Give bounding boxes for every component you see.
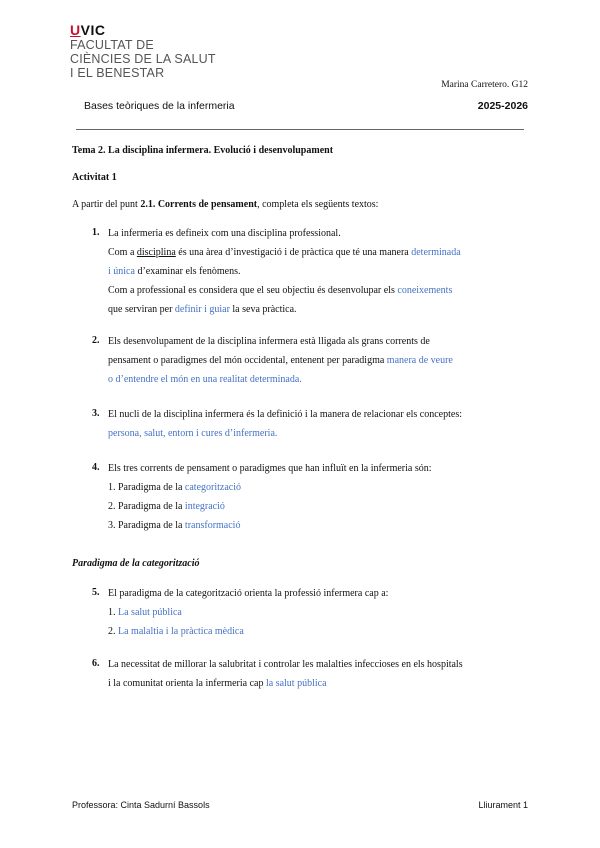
course-title: Bases teòriques de la infermeria [84,100,235,112]
faculty-line-2: CIÈNCIES DE LA SALUT [70,52,216,66]
uvic-logo: UVIC [70,22,106,38]
q2-block: Els desenvolupament de la disciplina infermera està lligada als grans corrents de pensament o paradigmes del món occidental, entenent per paradigma manera de veure o d’entendre el món en una realitat determinada. [108,336,453,385]
q5-number: 5. [92,587,100,598]
q1-block: La infermeria es defineix com una disciplina professional. Com a disciplina és una àrea d’investigació i de pràctica que té una manera determinada i única d’examinar els fenòmens. Com a professional es considera que el seu objectiu és desenvolupar els coneixements que serviran per definir i guiar la seva pràctica. [108,228,461,315]
q6-number: 6. [92,658,100,669]
intro-text: A partir del punt 2.1. Corrents de pensament, completa els següents textos: [72,199,379,210]
faculty-line-1: FACULTAT DE [70,38,154,52]
q4-number: 4. [92,462,100,473]
section-heading: Paradigma de la categorització [72,558,200,569]
activity-title: Activitat 1 [72,172,117,183]
q6-block: La necessitat de millorar la salubritat i controlar les malalties infeccioses en els hospitals i la comunitat orienta la infermeria cap la salut pública [108,659,463,689]
q4-block: Els tres corrents de pensament o paradigmes que han influït en la infermeria són: 1. Paradigma de la categorització 2. Paradigma de la integració 3. Paradigma de la transformació [108,463,432,531]
q3-number: 3. [92,408,100,419]
author-name: Marina Carretero. G12 [441,80,528,90]
q3-block: El nucli de la disciplina infermera és la definició i la manera de relacionar els conceptes: persona, salut, entorn i cures d’infermeria. [108,409,463,439]
footer-page: Lliurament 1 [478,800,528,810]
faculty-line-3: I EL BENESTAR [70,66,165,80]
footer-teacher: Professora: Cinta Sadurní Bassols [72,800,210,810]
header-divider [76,129,524,130]
academic-year: 2025-2026 [477,100,528,112]
q2-number: 2. [92,335,100,346]
q5-block: El paradigma de la categorització orienta la professió infermera cap a: 1. La salut pública 2. La malaltia i la pràctica mèdica [108,588,389,637]
q1-number: 1. [92,227,100,238]
tema-title: Tema 2. La disciplina infermera. Evolució i desenvolupament [72,145,334,156]
